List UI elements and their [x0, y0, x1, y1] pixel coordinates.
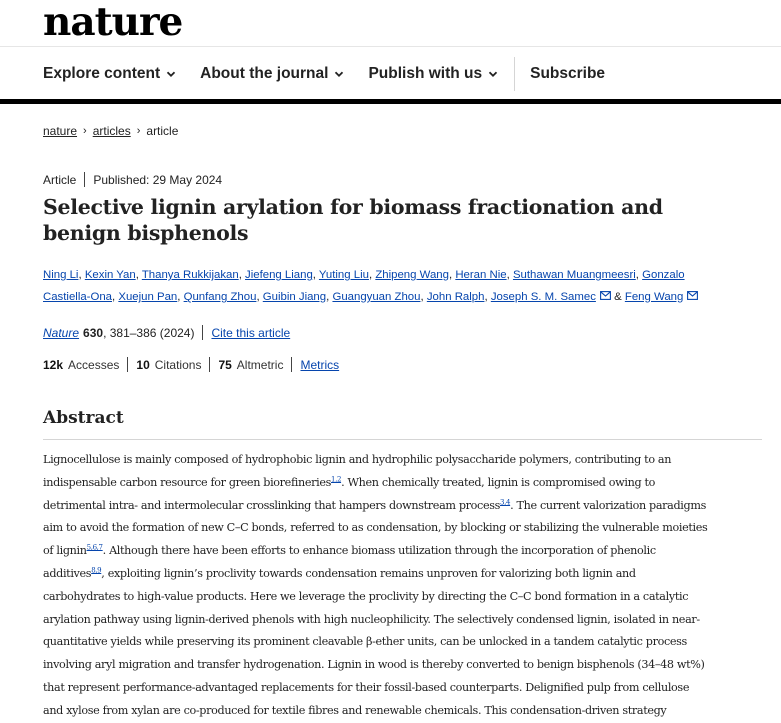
abstract-heading: Abstract [43, 408, 124, 428]
abstract-line [43, 517, 763, 540]
abstract-divider [43, 439, 762, 440]
abstract-line [43, 609, 763, 632]
altmetric-score: 75 [218, 357, 232, 372]
citations-label: Citations [154, 357, 202, 372]
abstract-line [43, 472, 763, 495]
metrics-link[interactable]: Metrics [300, 357, 340, 372]
author-link[interactable]: Yuting Liu [318, 269, 369, 281]
article-meta [43, 172, 222, 187]
breadcrumb [43, 124, 178, 138]
breadcrumb-current: article [146, 124, 179, 138]
cite-this-article-link[interactable]: Cite this article [211, 325, 291, 340]
abstract-text: detrimental intra- and intermolecular crosslinking that hampers downstream process [43, 498, 501, 512]
author-link[interactable]: Jiefeng Liang [245, 269, 313, 281]
accesses-label: Accesses [68, 357, 120, 372]
citation-line [43, 325, 290, 340]
abstract-text: and xylose from xylan are co-produced for textile fibres and renewable chemicals. This condensation-driven strategy [43, 703, 667, 717]
nav-explore-content-label: Explore content [43, 65, 161, 82]
nav-publish-with-us[interactable] [368, 65, 498, 83]
pages: , 381–386 (2024) [103, 325, 195, 340]
reference-link[interactable]: 1,2 [330, 475, 342, 484]
author-line-1: Ning Li, Kexin Yan, Thanya Rukkijakan, Jiefeng Liang, Yuting Liu, Zhipeng Wang, Heran Nie, Suthawan Muangmeesri, Gonzalo [43, 269, 685, 281]
header-bottom-bar [0, 99, 781, 104]
abstract-line [43, 449, 763, 472]
abstract-text: quantitative yields while preserving its prominent cleavable β-ether units, can be unlocked in a tandem catalytic process [43, 635, 687, 649]
abstract-text: that represent performance-advantaged replacements for their fossil-based counterparts. Delignified pulp from cellulose [43, 680, 690, 694]
nav-about-journal-label: About the journal [200, 65, 329, 82]
abstract-text: carbohydrates to high-value products. Here we leverage the proclivity by directing the C–C bond formation in a catalytic [43, 589, 689, 603]
citations-count: 10 [136, 357, 150, 372]
abstract-line [43, 540, 763, 563]
altmetric-label: Altmetric [236, 357, 284, 372]
nav-publish-with-us-label: Publish with us [368, 65, 483, 82]
envelope-icon[interactable] [687, 291, 698, 300]
nav-about-journal[interactable] [200, 65, 344, 83]
author-link[interactable]: Guangyuan Zhou [332, 291, 421, 303]
abstract-text: of lignin [43, 544, 87, 558]
abstract-line [43, 654, 763, 677]
chevron-down-icon [166, 69, 176, 79]
abstract-text: additives [43, 566, 92, 580]
author-link[interactable]: Thanya Rukkijakan [141, 269, 239, 281]
abstract-text: . When chemically treated, lignin is compromised owing to [341, 475, 656, 489]
author-link[interactable]: Heran Nie [455, 269, 507, 281]
article-metrics [43, 357, 339, 372]
metrics-divider [127, 357, 128, 372]
abstract-body [43, 449, 763, 723]
reference-link[interactable]: 5,6,7 [86, 543, 103, 552]
author-line-2: Castiella-Ona, Xuejun Pan, Qunfang Zhou, Guibin Jiang, Guangyuan Zhou, John Ralph, Joseph S. M. Samec & Feng Wang [43, 286, 763, 308]
volume: 630 [83, 325, 104, 340]
abstract-text: involving aryl migration and transfer hydrogenation. Lignin in wood is thereby converted to benign bisphenols (34–48 wt%) [43, 658, 705, 672]
author-link[interactable]: Guibin Jiang [262, 291, 327, 303]
journal-link[interactable]: Nature [43, 325, 80, 340]
abstract-line [43, 495, 763, 518]
abstract-text: Lignocellulose is mainly composed of hydrophobic lignin and hydrophilic polysaccharide polymers, contributing to an [43, 453, 672, 466]
subscribe-link[interactable] [530, 65, 605, 83]
abstract-line [43, 700, 763, 723]
reference-link[interactable]: 8,9 [91, 566, 102, 575]
abstract-text: aim to avoid the formation of new C–C bonds, referred to as condensation, by blocking or stabilizing the vulnerable moieties [43, 521, 708, 535]
author-link[interactable]: Joseph S. M. Samec [490, 291, 596, 303]
abstract-text: arylation pathway using lignin-derived phenols with high nucleophilicity. The selectively condensed lignin, isolated in near- [43, 612, 700, 626]
author-and: & [614, 291, 622, 303]
abstract-line [43, 677, 763, 700]
abstract-line [43, 586, 763, 609]
author-link[interactable]: John Ralph [426, 291, 485, 303]
published-date: Published: 29 May 2024 [93, 172, 223, 187]
author-link[interactable]: Suthawan Muangmeesri [512, 269, 636, 281]
reference-link[interactable]: 3,4 [500, 497, 511, 506]
abstract-text: indispensable carbon resource for green biorefineries [43, 475, 331, 489]
nav-explore-content[interactable] [43, 65, 176, 83]
author-link[interactable]: Xuejun Pan [118, 291, 178, 303]
abstract-text: , exploiting lignin’s proclivity towards condensation remains unproven for valorizing both lignin and [101, 566, 636, 580]
breadcrumb-separator: › [136, 125, 141, 137]
nature-logo[interactable]: nature [43, 0, 183, 45]
abstract-line [43, 563, 763, 586]
author-link[interactable]: Zhipeng Wang [375, 269, 449, 281]
author-link[interactable]: Ning Li [43, 269, 79, 281]
abstract-line [43, 631, 763, 654]
subscribe-label: Subscribe [530, 65, 606, 82]
article-title: Selective lignin arylation for biomass fractionation and benign bisphenols [43, 195, 663, 245]
author-link[interactable]: Castiella-Ona [43, 291, 113, 303]
chevron-down-icon [334, 69, 344, 79]
author-list [43, 264, 763, 308]
accesses-count: 12k [43, 357, 64, 372]
breadcrumb-separator: › [83, 125, 87, 137]
author-link[interactable]: Qunfang Zhou [183, 291, 257, 303]
cite-divider [202, 325, 203, 340]
abstract-text: . The current valorization paradigms [510, 498, 706, 512]
main-nav [43, 58, 605, 90]
meta-divider [84, 172, 85, 187]
chevron-down-icon [488, 69, 498, 79]
author-link[interactable]: Feng Wang [624, 291, 684, 303]
nav-divider [514, 57, 515, 91]
author-link[interactable]: Kexin Yan [84, 269, 136, 281]
author-link[interactable]: Gonzalo [642, 269, 685, 281]
breadcrumb-nature[interactable]: nature [43, 124, 78, 138]
header-divider [0, 46, 781, 47]
abstract-text: . Although there have been efforts to enhance biomass utilization through the incorporation of phenolic [102, 544, 656, 558]
envelope-icon[interactable] [600, 291, 611, 300]
metrics-divider [209, 357, 210, 372]
article-type: Article [43, 172, 77, 187]
metrics-divider [291, 357, 292, 372]
breadcrumb-articles[interactable]: articles [92, 124, 131, 138]
